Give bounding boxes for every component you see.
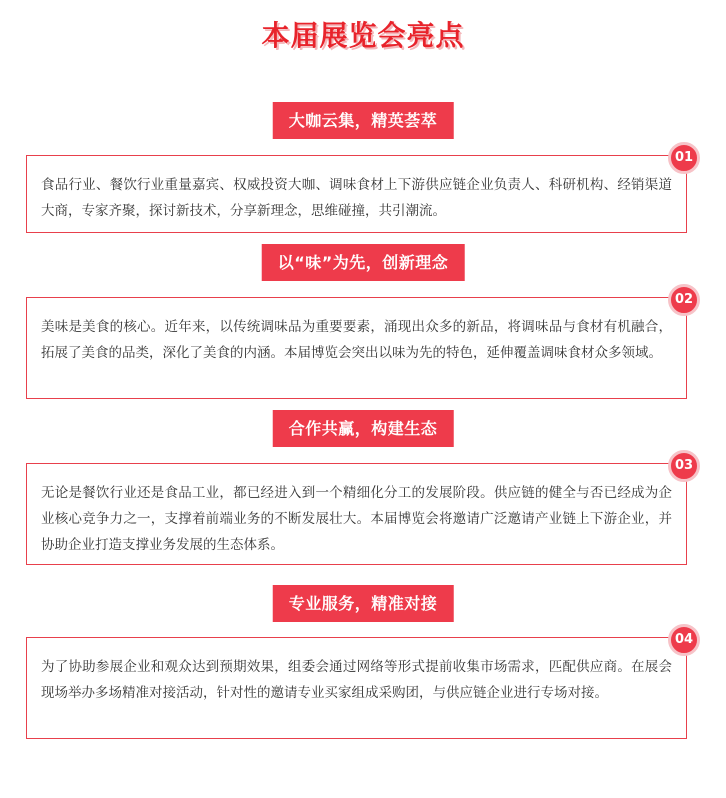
section-box-3	[26, 458, 694, 565]
section-number-badge-2: 02	[668, 284, 700, 316]
section-box-4	[26, 632, 694, 739]
section-text-3: 无论是餐饮行业还是食品工业，都已经进入到一个精细化分工的发展阶段。供应链的健全与否已经成为企业核心竞争力之一，支撑着前端业务的不断发展壮大。本届博览会将邀请广泛邀请产业链上下游企业，并协助企业打造支撑业务发展的生态体系。	[41, 485, 672, 553]
section-number-badge-1: 01	[668, 142, 700, 174]
section-text-4: 为了协助参展企业和观众达到预期效果，组委会通过网络等形式提前收集市场需求，匹配供应商。在展会现场举办多场精准对接活动，针对性的邀请专业买家组成采购团，与供应链企业进行专场对接。	[41, 659, 672, 701]
page-title: 本届展览会亮点	[261, 19, 465, 52]
section-number-badge-4: 04	[668, 624, 700, 656]
section-label-2: 以“味”为先，创新理念	[262, 244, 465, 281]
section-box-2	[26, 292, 694, 399]
section-text-2: 美味是美食的核心。近年来，以传统调味品为重要要素，涌现出众多的新品，将调味品与食材有机融合，拓展了美食的品类，深化了美食的内涵。本届博览会突出以味为先的特色，延伸覆盖调味食材众多领域。	[41, 319, 672, 361]
section-text-1: 食品行业、餐饮行业重量嘉宾、权威投资大咖、调味食材上下游供应链企业负责人、科研机构、经销渠道大商，专家齐聚，探讨新技术，分享新理念，思维碰撞，共引潮流。	[41, 177, 672, 219]
section-label-1: 大咖云集，精英荟萃	[273, 102, 454, 139]
section-box-1	[26, 150, 694, 233]
section-label-4: 专业服务，精准对接	[273, 585, 454, 622]
section-number-badge-3: 03	[668, 450, 700, 482]
section-label-3: 合作共赢，构建生态	[273, 410, 454, 447]
